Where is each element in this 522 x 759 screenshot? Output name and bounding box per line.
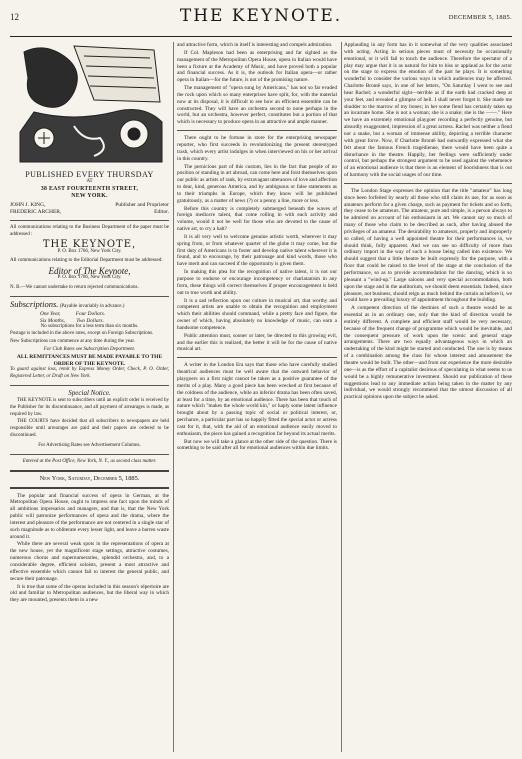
editorial-note: All communications relating to the Editorial Department must be addressed: — [10, 258, 163, 264]
article-paragraph: A competent direction of the destinies of such a theatre would be as essential as in an ordinary one, only that the kind of direction would be entirely different. A complete and efficient staff would be very necessary, because of the frequent change of programme which would be inevitable, and the consequent pressure of work upon the scenic and general stage arrangements. There are two equally advantageous ways in which an undertaking of the kind might be started and conducted. The one is by means of a combination among the class for whose interest and amusement the theatre would be built. The other—and from our experience the more desirable one—is as the effort of a capitalist desirous of speculating in what seems to us would be a highly remunerative investment. Should our publication of these suggestions lead to any immediate action being taken in the matter by any individual, we would strongly recommend that the utmost discussion of all practical opinions upon the subject be asked. — [344, 305, 512, 401]
article-paragraph: But now we will take a glance at the other side of the question. There is something to be said after all for emotional audiences within due limits. — [177, 438, 337, 452]
column-3 — [344, 42, 512, 402]
rate-term: Six Months, — [40, 317, 66, 324]
article-paragraph: It is a sad reflection upon our culture in musical art, that worthy and competent artists are unable to obtain the recognition and employment which their abilities should command, while a pretty face and figure, the owner of which, having absolutely no knowledge of music, can earn a handsome competence. — [177, 297, 337, 331]
article-paragraph: In making this plea for the recognition of native talent, it is not our purpose to endorse or encourage incompetency or charlatanism in any form, these things will correct themselves if proper encouragement is held out to true worth and ability. — [177, 269, 337, 296]
divider — [10, 220, 169, 221]
min-term-note: No subscriptions for a less term than six months. — [40, 324, 139, 330]
column-rule — [341, 42, 342, 752]
article-paragraph: There ought to be fortune in store for the enterprising newspaper reporter, who first succeeds in revolutionizing the present stereotyped trash, which every artist indulges in when interviewed on his or her arrival in this country. — [177, 135, 337, 162]
article-paragraph: While there are several weak spots in the representations of opera at the new house, yet the magnificent stage settings, attractive costumes, numerous chorus and supernumeraries, splendid orchestra, and, to a considerable degree, efficient soloists, present a most attractive and effective ensemble which cannot fail to interest the general public, and secure their patronage. — [10, 541, 169, 582]
article-paragraph: If Col. Mapleson had been as enterprising and far sighted as the management of the Metropolitan Opera House, opera in Italian would have been a fixture at the Academy of Music, and have proved both a popular and financial success. As it is, the outlook for Italian opera—or rather opera in Italian—for the future, is not of the promising nature. — [177, 49, 337, 84]
rate-term: One Year, — [40, 310, 61, 317]
divider — [177, 130, 337, 131]
article-paragraph: Applauding in any form has in it somewhat of the very qualities associated with acting. Acting in serious pieces must of necessity be occasionally emotional, or it will fail to touch the audience. Therefore the spectator of a play may argue that it is as natural for him to hiss or applaud as for the actor on the stage to express the emotion of the part he plays. It is something wonderful to consider the various ways in which audiences may be affected. Charlotte Brontë says, in one of her letters, "On Saturday I went to see and hear Rachel; a wonderful sight—terrible as if the earth had cracked deep at your feet, and revealed a glimpse of hell. I shall never forget it. She made me shudder to the marrow of my bones; in her some fiend has certainly taken up an incarnate home. She is not a woman; she is a snake; she is the ——." Here we have an extremely emotional playgoer recording a perfectly genuine, but absurdly exaggerated, impression of a great actress. Rachel was neither a fiend nor a snake, but a woman of immense ability, depicting a terrible character with great force. Now, if Charlotte Brontë had outwardly expressed what she felt about the famous French tragédienne, there would have been quite a disturbance in the theatre. Happily, her feelings were sufficiently under control, but perhaps the strongest argument to be used against the vehemence of an emotional audience is that there is an element of boorishness that is out of harmony with the social usages of our time. — [344, 42, 512, 179]
divider — [10, 385, 169, 386]
subscriptions-heading: Subscriptions. — [10, 298, 59, 309]
staff-name: JOHN J. KING, — [10, 202, 46, 209]
rate-price: Two Dollars. — [76, 317, 104, 324]
divider — [344, 183, 512, 184]
guard-loss-note: To guard against loss, remit by Express Money Order, Check, P. O. Order, Registered Letter, or Draft on New York. — [10, 367, 169, 380]
special-notice-text: THE COURTS have decided that all subscribers to newspapers are held responsible until arrearages are paid and their papers are ordered to be discontinued. — [10, 419, 169, 439]
page-number: 12 — [10, 12, 19, 22]
special-notice-heading: Special Notice. — [68, 389, 111, 398]
rate-price: Four Dollars. — [75, 310, 106, 317]
editor-line: Editor of The Keynote, — [48, 266, 131, 277]
article-paragraph: The pernicious part of this custom, lies in the fact that people of no position or standing in art abroad, can come here and foist themselves upon our public as artists of rank, by extravagant utterances of love and affection to dear, kind, generous America, and by ambiguous or false statements as to their triumphs in Europe, which they know will be published gratuitously, as a matter of news (?) or a penny a line, more or less. — [177, 163, 337, 204]
page-header — [10, 6, 512, 37]
staff-name: FREDERIC ARCHER, — [10, 209, 62, 216]
masthead-title: THE KEYNOTE. — [179, 6, 343, 26]
remittances-note: ALL REMITTANCES MUST BE MADE PAYABLE TO THE ORDER OF THE KEYNOTE. — [16, 353, 163, 367]
special-notice-text: THE KEYNOTE is sent to subscribers until an explicit order is received by the Publisher for its discontinuance, and all payment of arrearages is made, as required by law. — [10, 397, 169, 417]
article-paragraph: The popular and financial success of opera in German, at the Metropolitan Opera House, ought to impress one fact upon the minds of all ambitious impresarios and managers, and that is, that the New York public will patronize performances of opera and the drama, where the interest and pleasure of the performance are not centered in a single star of such magnitude as to obliterate every lesser light, and leave a barren waste around it. — [10, 492, 169, 540]
decorative-illustration — [14, 42, 166, 166]
divider — [10, 454, 169, 455]
column-2 — [177, 42, 337, 453]
article-paragraph: A writer in the London Era says that those who have carefully studied theatrical audiences must be well aware that the outward behavior of playgoers on a first night cannot be taken as a positive guarantee of the merits of a play. Many a good piece has been wrecked at first because of the coldness of the audience, while an inferior drama has been often saved, at least for a time, by an emotional audience. There has been that touch of nature which "makes the whole world kin," or haply some latent influence brought about by a passing topic of social or political interest, or, perchance, a particular part has so happily fitted the special actor or actress cast for it, that, with the aid of an emotional audience easily moved to enthusiasm, the piece has gained a recognition far beyond its actual merits. — [177, 362, 337, 437]
postage-note: Postage is included in the above rates, except on Foreign Subscriptions. — [10, 331, 154, 337]
entered-note: Entered at the Post Office, New York, N. Y., as second class matter. — [22, 458, 157, 464]
issue-date: DECEMBER 5, 1885. — [448, 14, 512, 21]
article-paragraph: The London Stage expresses the opinion that the title "amateur" has long since been forfeited by nearly all those who still claim its use, for as soon as amateurs perform for a given charge, such as payment for tickets and so forth, they cease to be amateurs. The amateur, pure and simple, is a person always to be admired on account of his enthusiasm in art. We cannot say so much of many of those who claim to be described as such, after having abused the privileges of an amateur. The desirability to amateurs, properly and improperly so called, of having a well appointed theatre for their performances in, we should think, fully apparent. And we can see no difficulty of more than ordinary import in the way of such a house being called into existence. We should suggest that a little theatre be built expressly for the purpose, with a floor that could be raised to the level of the stage at the conclusion of the performance, so as to provide accommodation for the dancing, which is so pleasant a "wind-up." Large saloons and very special accommodation, both upon the stage and in the auditorium, we should deem essentials. Indeed, since pleasure, not business, should reign as much behind the curtain as before it, we would have a prevailing luxury of appointment throughout the building. — [344, 187, 512, 304]
business-box: P. O. Box 1766, New York City. — [57, 248, 122, 254]
article-paragraph: Before this country is completely submerged beneath the waves of foreign mediocre talent, that come rolling in with each activity and volume, would it not be well for those who are devoted to the cause of native art, to cry a halt? — [177, 205, 337, 233]
published-notice: PUBLISHED EVERY THURSDAY — [25, 170, 154, 179]
divider — [177, 357, 337, 358]
column-1 — [10, 42, 169, 605]
staff-role: Publisher and Proprietor — [115, 202, 169, 209]
article-paragraph: It is true that some of the operas included in this season's répertoire are old and familiar to Metropolitan audiences, but the liberal way in which they are mounted, presents them in a new — [10, 583, 169, 604]
staff-row — [10, 209, 169, 216]
double-divider — [10, 470, 169, 472]
advertising-note: For Advertising Rates see Advertisement Columns. — [38, 443, 141, 448]
article-paragraph: and attractive form, which in itself is interesting and compels admiration. — [177, 42, 333, 48]
office-address: 38 EAST FOURTEENTH STREET, — [40, 185, 139, 192]
dateline: New York, Saturday, December 5, 1885. — [39, 474, 140, 482]
rate-row — [40, 311, 169, 318]
new-subscriptions-note: New Subscriptions can commence at any time during the year. — [10, 339, 135, 345]
rate-row — [40, 318, 169, 325]
article-paragraph: Public attention must, sooner or later, be directed to this growing evil, and the earlier this is realized, the better it will be for the cause of native musical art. — [177, 332, 337, 353]
column-rule — [173, 42, 174, 752]
divider — [10, 296, 169, 297]
club-rates-note: For Club Rates see Subscription Department. — [43, 346, 136, 352]
staff-role: Editor. — [154, 209, 169, 216]
published-at: AT — [86, 178, 93, 184]
business-name: THE KEYNOTE, — [42, 238, 137, 250]
staff-row — [10, 202, 169, 209]
business-note: All communications relating to the Business Department of the paper must be addressed : — [10, 225, 169, 237]
manuscript-note: N. B.—We cannot undertake to return rejected communications. — [10, 284, 139, 290]
subscriptions-subheading: (Payable invariably in advance.) — [59, 303, 125, 309]
double-divider — [10, 487, 169, 489]
editor-box: P. O. Box 1766, New York City. — [57, 275, 122, 281]
article-paragraph: The management of "opera sung by Americans," has not so far evaded the rock upon which so many enterprises have split, for, with the material now at its disposal, it is difficult to see how an efficient ensemble can be constructed. They will have an orchestra second to none perhaps in the world, but an orchestra, however perfect, constitutes but a portion of that which is necessary to produce opera in an attractive and ample manner. — [177, 85, 337, 126]
office-city: NEW YORK. — [71, 192, 108, 199]
article-paragraph: It is all very well to welcome genuine artistic worth, wherever it may spring from, or from whatever quarter of the globe it may come, but the first duty of Americans is to foster and develop native talent wherever it is found, and to encourage, by their patronage and kind words, those who have merit and can succeed if the opportunity is given them. — [177, 233, 337, 268]
